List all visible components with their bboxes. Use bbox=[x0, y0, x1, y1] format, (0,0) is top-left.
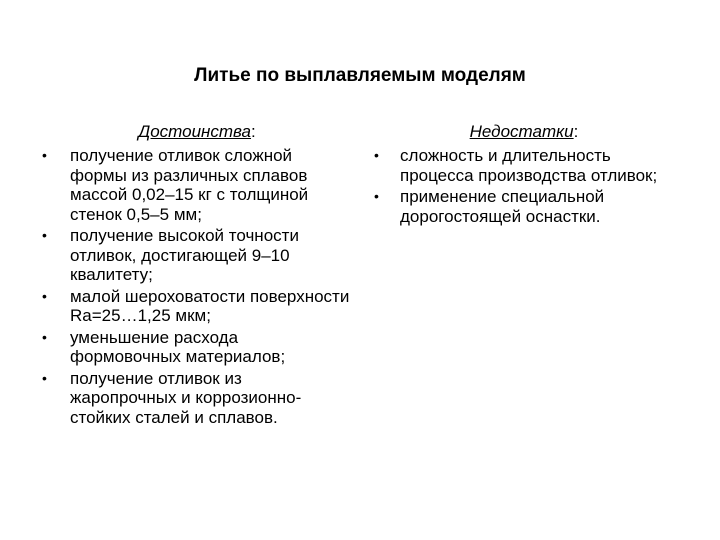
slide-title: Литье по выплавляемым моделям bbox=[194, 65, 526, 86]
list-item-text: уменьшение расхода формовочных материалов; bbox=[70, 327, 286, 366]
list-item bbox=[372, 187, 672, 226]
list-item-text: получение высокой точности отливок, достигающей 9–10 квалитету; bbox=[70, 226, 299, 284]
list-item bbox=[372, 146, 672, 185]
list-item-text: сложность и длительность процесса производства отливок; bbox=[400, 146, 658, 185]
bullet-icon: • bbox=[42, 227, 47, 243]
bullet-icon: • bbox=[42, 147, 47, 163]
bullet-icon: • bbox=[42, 328, 47, 345]
list-item-text: малой шероховатости поверхности Ra=25…1,25 мкм; bbox=[70, 286, 350, 325]
list-item bbox=[38, 226, 350, 285]
list-item bbox=[38, 146, 350, 224]
advantages-heading bbox=[64, 122, 330, 146]
bullet-icon: • bbox=[374, 147, 379, 163]
disadvantages-heading-colon: : bbox=[573, 122, 579, 141]
list-item bbox=[38, 287, 350, 326]
disadvantages-column bbox=[372, 122, 672, 228]
disadvantages-heading-text: Недостатки bbox=[469, 122, 574, 141]
advantages-list bbox=[38, 146, 350, 427]
advantages-column bbox=[38, 122, 350, 429]
bullet-icon: • bbox=[374, 188, 379, 204]
bullet-icon: • bbox=[42, 369, 47, 386]
bullet-icon: • bbox=[42, 287, 47, 304]
advantages-heading-text: Достоинства bbox=[138, 122, 252, 141]
disadvantages-list bbox=[372, 146, 672, 226]
disadvantages-heading bbox=[390, 122, 658, 146]
list-item-text: получение отливок сложной формы из различных сплавов массой 0,02–15 кг с толщиной стенок 0,5–5 мм; bbox=[70, 146, 309, 224]
list-item-text: получение отливок из жаропрочных и коррозионно-стойких сталей и сплавов. bbox=[70, 368, 302, 427]
list-item bbox=[38, 328, 350, 367]
list-item bbox=[38, 369, 350, 428]
list-item-text: применение специальной дорогостоящей оснастки. bbox=[400, 187, 605, 226]
advantages-heading-colon: : bbox=[251, 122, 256, 141]
